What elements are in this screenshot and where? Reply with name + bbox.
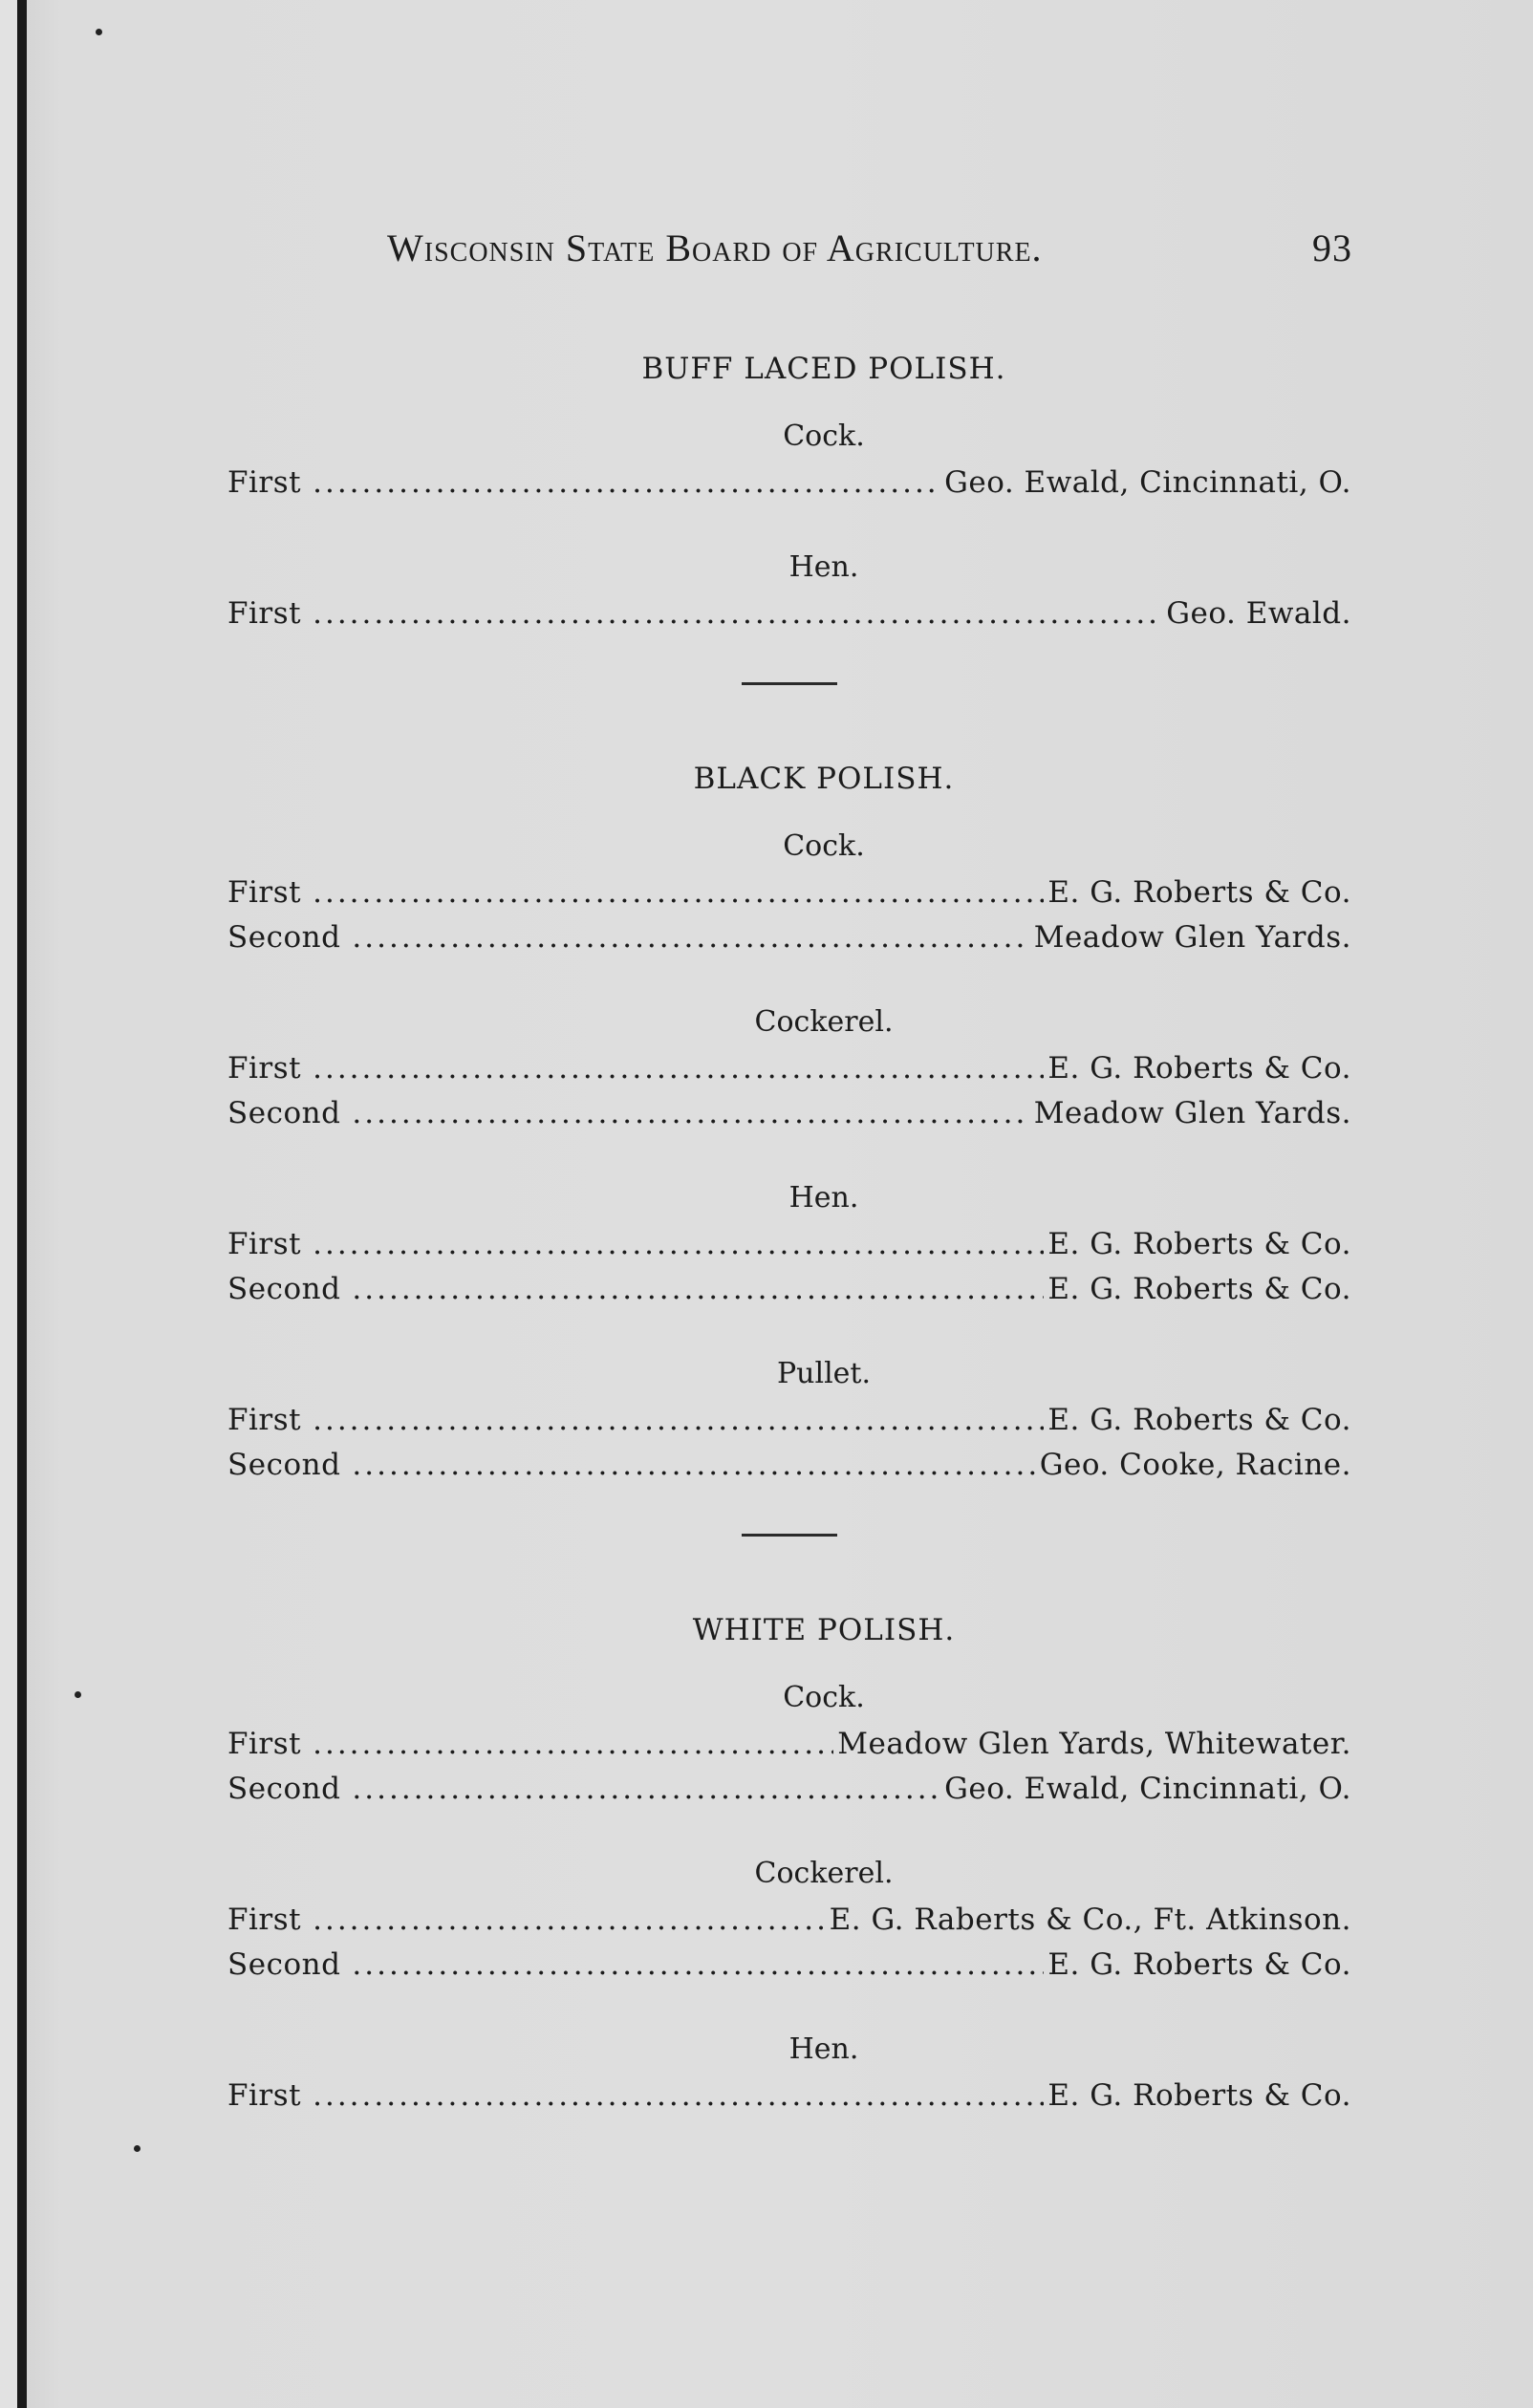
award-winner: E. G. Raberts & Co., Ft. Atkinson. (829, 1903, 1351, 1937)
award-place: First (227, 465, 302, 500)
award-place: First (227, 1227, 302, 1261)
class-label: Hen. (788, 1181, 859, 1215)
award-entry (227, 1443, 1351, 1488)
award-entry (227, 1222, 1351, 1267)
class-label: Hen. (788, 550, 859, 584)
award-winner: E. G. Roberts & Co. (1047, 1947, 1351, 1982)
award-place: Second (227, 920, 341, 955)
dot-leader (313, 871, 1044, 915)
award-winner: E. G. Roberts & Co. (1047, 1051, 1351, 1086)
award-place: First (227, 1403, 302, 1437)
award-winner: Meadow Glen Yards, Whitewater. (837, 1727, 1351, 1761)
dot-leader (352, 1267, 1044, 1312)
award-winner: Geo. Ewald, Cincinnati, O. (944, 465, 1351, 500)
award-entry (227, 591, 1351, 636)
prize-list (227, 344, 1351, 2118)
award-place: First (227, 1051, 302, 1086)
section-title: WHITE POLISH. (692, 1613, 956, 1647)
award-winner: E. G. Roberts & Co. (1047, 1227, 1351, 1261)
dot-leader (313, 1222, 1044, 1267)
award-entry (227, 915, 1351, 960)
dot-leader (313, 1046, 1044, 1091)
class-label: Pullet. (776, 1357, 872, 1390)
award-place: Second (227, 1947, 341, 1982)
award-place: First (227, 875, 302, 910)
dot-leader (352, 1767, 940, 1812)
award-winner: E. G. Roberts & Co. (1047, 875, 1351, 910)
dot-leader (313, 591, 1162, 636)
award-winner: Geo. Cooke, Racine. (1039, 1448, 1351, 1482)
section-title: BLACK POLISH. (693, 762, 955, 796)
class-label: Cock. (783, 1681, 865, 1714)
running-header (387, 226, 1352, 273)
award-entry (227, 1046, 1351, 1091)
running-header-title: Wisconsin State Board of Agriculture. (387, 226, 1043, 269)
class-label: Cock. (783, 829, 865, 863)
award-place: Second (227, 1448, 341, 1482)
dot-leader (352, 1443, 1035, 1488)
award-entry (227, 1267, 1351, 1312)
award-entry (227, 1943, 1351, 1988)
class-label: Cockerel. (754, 1857, 894, 1890)
dot-leader (313, 1398, 1044, 1443)
dot-leader (313, 1722, 833, 1767)
award-place: Second (227, 1272, 341, 1306)
award-entry (227, 1898, 1351, 1943)
dot-leader (313, 1898, 826, 1943)
dot-leader (313, 2074, 1044, 2118)
award-winner: Geo. Ewald, Cincinnati, O. (944, 1772, 1351, 1806)
class-label: Hen. (788, 2032, 859, 2066)
award-winner: E. G. Roberts & Co. (1047, 2078, 1351, 2113)
ink-speck (134, 2145, 140, 2152)
dot-leader (352, 1943, 1044, 1988)
dot-leader (352, 915, 1029, 960)
dot-leader (313, 461, 940, 505)
award-entry (227, 1767, 1351, 1812)
award-place: First (227, 596, 302, 631)
award-winner: Geo. Ewald. (1166, 596, 1351, 631)
award-entry (227, 1398, 1351, 1443)
award-winner: E. G. Roberts & Co. (1047, 1403, 1351, 1437)
award-entry (227, 1091, 1351, 1136)
class-label: Cockerel. (754, 1005, 894, 1039)
award-place: Second (227, 1096, 341, 1130)
ink-speck (96, 29, 102, 35)
section-title: BUFF LACED POLISH. (641, 352, 1006, 386)
page-number: 93 (1312, 226, 1352, 269)
award-winner: Meadow Glen Yards. (1033, 1096, 1351, 1130)
award-entry (227, 2074, 1351, 2118)
award-place: First (227, 1727, 302, 1761)
award-winner: E. G. Roberts & Co. (1047, 1272, 1351, 1306)
award-place: Second (227, 1772, 341, 1806)
award-entry (227, 461, 1351, 505)
award-winner: Meadow Glen Yards. (1033, 920, 1351, 955)
class-label: Cock. (783, 419, 865, 453)
award-place: First (227, 1903, 302, 1937)
ink-speck (75, 1691, 81, 1698)
page-edge (0, 0, 17, 2408)
award-entry (227, 871, 1351, 915)
award-place: First (227, 2078, 302, 2113)
dot-leader (352, 1091, 1029, 1136)
binding-spine (17, 0, 27, 2408)
award-entry (227, 1722, 1351, 1767)
